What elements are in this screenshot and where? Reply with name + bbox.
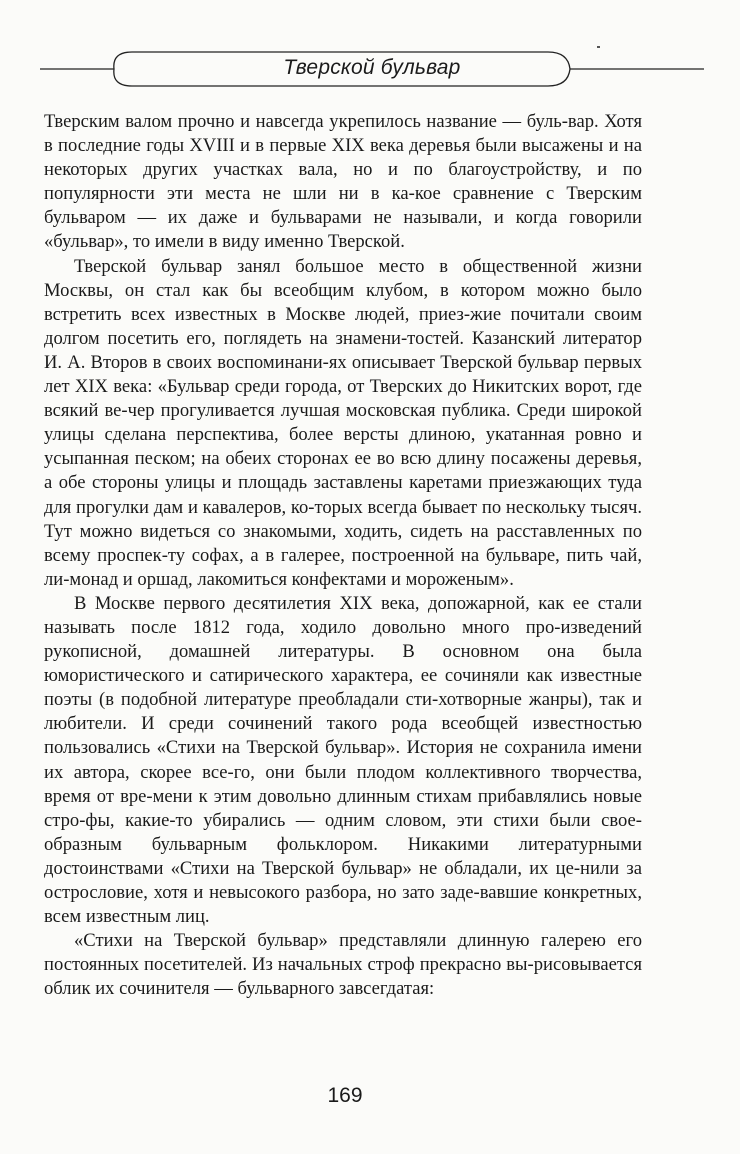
speck [597,46,600,48]
paragraph-2: Тверской бульвар занял большое место в общественной жизни Москвы, он стал как бы всеобщим клубом, в котором можно было встретить всех известных в Москве людей, приез-жие почитали своим долгом посетить его, поглядеть на знамени-тостей. Казанский литератор И. А. Второв в своих воспоминани-ях описывает Тверской бульвар первых лет XIX века: «Бульвар среди города, от Тверских до Никитских ворот, где всякий ве-чер прогуливается лучшая московская публика. Среди широкой улицы сделана перспектива, более версты длиною, укатанная ровно и усыпанная песком; на обеих сторонах ее во всю длину посажены деревья, а обе стороны улицы и площадь заставлены каретами приезжающих туда для прогулки дам и кавалеров, ко-торых всегда бывает по нескольку тысяч. Тут можно видеться со знакомыми, ходить, сидеть на расставленных по всему проспек-ту софах, а в галерее, построенной на бульваре, пить чай, ли-монад и оршад, лакомиться конфектами и мороженым». [44,255,642,590]
paragraph-3: В Москве первого десятилетия XIX века, допожарной, как ее стали называть после 1812 года, ходило довольно много про-изведений рукописной, домашней литературы. В основном она была юмористического и сатирического характера, ее сочиняли как известные поэты (в подобной литературе преобладали сти-хотворные жанры), так и любители. И среди сочинений такого рода всеобщей известностью пользовались «Стихи на Тверской бульвар». История не сохранила имени их автора, скорее все-го, они были плодом коллективного творчества, время от вре-мени к этим довольно длинным стихам прибавлялись новые стро-фы, какие-то убирались — одним словом, эти стихи были свое-образным бульварным фольклором. Никакими литературными достоинствами «Стихи на Тверской бульвар» не обладали, их це-нили за острословие, хотя и невысокого разбора, но зато заде-вавшие конкретных, всем известным лиц. [44,592,642,928]
paragraph-1: Тверским валом прочно и навсегда укрепилось название — буль-вар. Хотя в последние годы XVIII и в первые XIX века деревья были высажены и на некоторых других участках вала, но и по благоустройству, и по популярности эти места не шли ни в ка-кое сравнение с Тверским бульваром — их даже и бульварами не называли, и когда говорили «бульвар», то имели в виду именно Тверской. [44,111,642,253]
page-number: 169 [327,1084,363,1107]
running-header [40,46,704,96]
paragraph-4: «Стихи на Тверской бульвар» представляли длинную галерею его постоянных посетителей. Из начальных строф прекрасно вы-рисовывается облик их сочинителя — бульварного завсегдатая: [44,930,642,1000]
header-title: Тверской бульвар [283,56,461,79]
body-text [44,110,642,1001]
